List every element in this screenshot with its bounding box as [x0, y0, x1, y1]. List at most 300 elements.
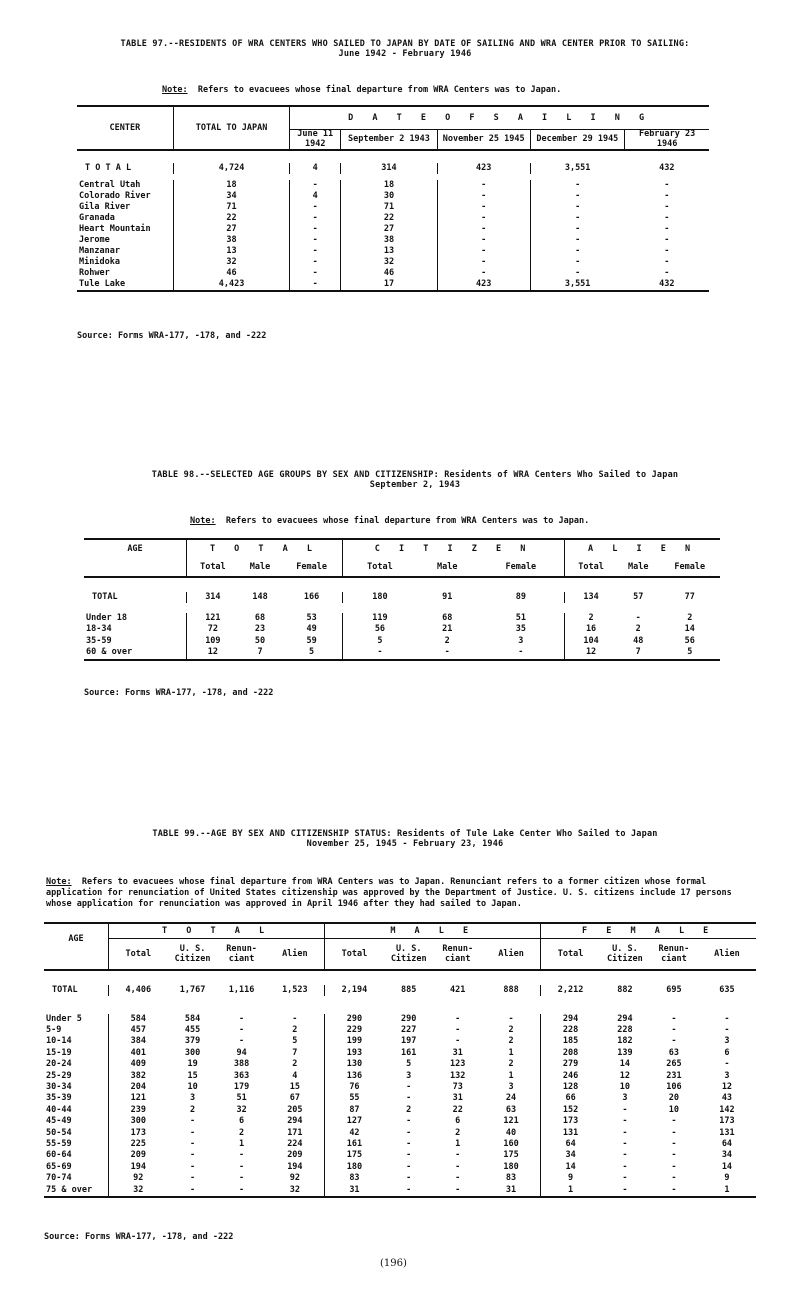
table99-subcol: Total — [125, 948, 152, 959]
table-cell: - — [406, 1161, 412, 1172]
table-cell: - — [290, 257, 341, 268]
table-cell: - — [455, 1013, 461, 1024]
table-cell: - — [437, 191, 530, 202]
table-cell: 300 — [130, 1116, 146, 1127]
table99-note-text: Refers to evacuees whose final departure from WRA Centers was to Japan. Renunciant refers to a former citizen whose formal application for renunciation of United States citizenship was approved by the Department of Justice. U. S. citizens include 17 persons whose application for renunciation was approved in April 1946 after they had sailed to Japan. — [46, 877, 732, 909]
table98-subcol: Male — [249, 561, 271, 572]
table99-title-line1: TABLE 99.--AGE BY SEX AND CITIZENSHIP STATUS: Residents of Tule Lake Center Who Sailed to Japan — [152, 829, 658, 839]
table-row — [44, 1139, 756, 1150]
table97-note-text: Refers to evacuees whose final departure from WRA Centers was to Japan. — [197, 85, 562, 95]
table-cell: 455 — [184, 1025, 201, 1035]
table-cell: 127 — [346, 1116, 363, 1127]
table-cell: 227 — [401, 1025, 417, 1035]
row-label: Under 18 — [84, 613, 187, 625]
table-cell: 3,551 — [530, 279, 625, 291]
table-cell: - — [622, 1139, 628, 1150]
table-cell: 12 — [721, 1082, 733, 1093]
table98-subcol: Male — [436, 561, 458, 572]
table98-title-line1: TABLE 98.--SELECTED AGE GROUPS BY SEX AND CITIZENSHIP: Residents of WRA Centers Who Sailed to Japan — [151, 470, 679, 480]
table-cell: - — [671, 1036, 677, 1047]
table-cell: 32 — [266, 1185, 325, 1197]
table98 — [84, 538, 720, 661]
table-cell: 209 — [266, 1150, 325, 1161]
table-cell: - — [239, 1161, 245, 1172]
table97-date-col: June 11 1942 — [290, 130, 341, 151]
table-cell: 31 — [325, 1185, 384, 1197]
table99-source: Source: Forms WRA-177, -178, and -222 — [44, 1232, 234, 1242]
table-cell: 171 — [266, 1128, 325, 1139]
table-cell: - — [664, 179, 670, 190]
table-cell: - — [622, 1116, 628, 1127]
table-cell: 457 — [130, 1025, 146, 1035]
table-cell: - — [384, 1185, 434, 1197]
table-cell: - — [664, 256, 670, 267]
table-cell: - — [190, 1139, 196, 1150]
table-cell: 10 — [619, 1082, 631, 1093]
table-cell: 134 — [583, 592, 599, 602]
table-cell: 2 — [266, 1025, 325, 1036]
table-cell: 294 — [562, 1013, 579, 1024]
table98-group: T O T A L — [187, 539, 343, 558]
table99-subcol: U. S. Citizen — [390, 944, 427, 964]
table-cell: 64 — [565, 1139, 576, 1150]
table-cell: - — [437, 235, 530, 246]
table-cell: - — [671, 1013, 677, 1024]
table-row — [44, 1059, 756, 1070]
table-cell: - — [437, 180, 530, 191]
table-cell: 50 — [254, 635, 266, 646]
table98-subcol: Female — [478, 558, 565, 577]
table-cell: 32 — [341, 257, 438, 268]
row-label: 45-49 — [44, 1116, 109, 1127]
table99-subcol: U. S. Citizen — [606, 944, 643, 964]
table-cell: 16 — [585, 624, 597, 635]
table98-source: Source: Forms WRA-177, -178, and -222 — [84, 688, 274, 698]
table-cell: - — [622, 1104, 628, 1115]
table-cell: 180 — [372, 592, 388, 602]
table-cell: 139 — [617, 1047, 633, 1058]
table-cell: - — [622, 1161, 628, 1172]
table-cell: 173 — [719, 1116, 735, 1127]
table98-subcol: Female — [281, 558, 342, 577]
table-cell: 228 — [617, 1025, 633, 1035]
table-cell: 161 — [346, 1139, 363, 1150]
table-cell: 152 — [562, 1104, 579, 1115]
table-cell: 1 — [698, 1185, 756, 1197]
table-cell: - — [437, 213, 530, 224]
table-cell: 43 — [721, 1093, 733, 1104]
table-cell: - — [664, 223, 670, 234]
table-cell: - — [455, 1025, 461, 1035]
table-cell: 148 — [252, 592, 268, 602]
table-cell: - — [290, 213, 341, 224]
table-row — [44, 1071, 756, 1082]
table-row — [77, 257, 709, 268]
table98-subcol: Male — [628, 561, 649, 572]
table-cell: - — [218, 1185, 266, 1197]
table-cell: 290 — [401, 1013, 417, 1024]
table-cell: 24 — [482, 1093, 541, 1104]
table-cell: 204 — [130, 1082, 146, 1093]
table99-col-age: AGE — [44, 923, 109, 970]
table-cell: 185 — [562, 1036, 579, 1047]
table99-subcol: Alien — [714, 948, 740, 959]
table-cell: 38 — [173, 235, 290, 246]
table-cell: - — [406, 1150, 412, 1161]
table-cell: 294 — [266, 1116, 325, 1127]
table-cell: 9 — [724, 1173, 730, 1184]
table-cell: - — [455, 1036, 461, 1047]
table-row — [84, 624, 720, 636]
table-cell: - — [406, 1116, 412, 1127]
table97 — [77, 105, 709, 292]
table-row — [77, 235, 709, 246]
table-cell: - — [664, 190, 670, 201]
spacer-row — [84, 577, 720, 592]
row-label: 35-39 — [44, 1093, 109, 1104]
table-cell: 409 — [130, 1059, 146, 1070]
row-label: 18-34 — [84, 624, 187, 636]
table-cell: - — [575, 267, 581, 278]
spacer-row — [77, 150, 709, 163]
table-cell: 142 — [719, 1104, 735, 1115]
table-cell: 314 — [205, 592, 221, 602]
table-cell: - — [575, 179, 581, 190]
table97-title-line2: June 1942 - February 1946 — [338, 49, 472, 59]
table-cell: 57 — [633, 592, 644, 602]
table-cell: 32 — [109, 1185, 168, 1197]
table-cell: - — [290, 224, 341, 235]
table-cell: - — [290, 268, 341, 279]
table97-title-line1: TABLE 97.--RESIDENTS OF WRA CENTERS WHO SAILED TO JAPAN BY DATE OF SAILING AND WRA CENTER PRIOR TO SAILING: — [120, 39, 690, 49]
row-label: TOTAL — [44, 985, 109, 996]
table-cell: 73 — [452, 1082, 463, 1093]
table-cell: 3 — [190, 1093, 196, 1104]
table-cell: - — [266, 1014, 325, 1025]
table99-subcol: Total — [341, 948, 368, 959]
table-cell: 56 — [684, 635, 695, 646]
table-cell: - — [671, 1173, 677, 1184]
table-cell: 1,116 — [228, 985, 255, 995]
table-cell: - — [724, 1013, 730, 1024]
table98-subcol: Total — [200, 561, 226, 572]
table-cell: - — [650, 1185, 698, 1197]
table-cell: 205 — [266, 1105, 325, 1116]
row-label: 60-64 — [44, 1150, 109, 1161]
table-cell: 1 — [482, 1048, 541, 1059]
table-cell: 224 — [266, 1139, 325, 1150]
table-cell: 71 — [341, 202, 438, 213]
table-cell: - — [437, 257, 530, 268]
table-cell: 7 — [266, 1048, 325, 1059]
table-cell: 34 — [565, 1150, 576, 1161]
table99-title-line2: November 25, 1945 - February 23, 1946 — [306, 839, 504, 849]
table-cell: 3 — [482, 1082, 541, 1093]
table-cell: 166 — [281, 592, 342, 603]
row-label: Colorado River — [77, 191, 173, 202]
table-cell: - — [575, 201, 581, 212]
table-row — [77, 246, 709, 257]
table-cell: 131 — [719, 1127, 735, 1138]
table99-subcol: U. S. Citizen — [174, 944, 211, 964]
table-cell: 2 — [266, 1059, 325, 1070]
table-cell: 119 — [372, 612, 388, 623]
table97-date-col: November 25 1945 — [437, 130, 530, 151]
table-cell: - — [434, 1185, 482, 1197]
table99-subcol: Total — [557, 948, 584, 959]
table-cell: 294 — [617, 1013, 633, 1024]
table99-group: F E M A L E — [541, 923, 756, 939]
table-cell: 199 — [346, 1036, 363, 1047]
table97-col-total: TOTAL TO JAPAN — [173, 106, 290, 150]
table-cell: 432 — [625, 279, 709, 291]
table97-col-group: D A T E O F S A I L I N G — [290, 106, 709, 130]
table-row — [77, 268, 709, 279]
table-cell: 225 — [130, 1139, 146, 1150]
table-row — [77, 180, 709, 191]
table-cell: 23 — [254, 624, 266, 635]
table-cell: 2 — [239, 1127, 245, 1138]
table-cell: 1 — [482, 1071, 541, 1082]
table-cell: 388 — [233, 1059, 250, 1070]
table-cell: - — [290, 202, 341, 213]
table-cell: - — [190, 1173, 196, 1184]
total-row — [77, 163, 709, 174]
table-cell: 180 — [346, 1161, 363, 1172]
row-label: 30-34 — [44, 1082, 109, 1093]
table-cell: 888 — [482, 985, 541, 996]
table-cell: - — [671, 1116, 677, 1127]
table-row — [44, 1116, 756, 1127]
table99-note — [46, 877, 756, 910]
table-cell: 32 — [173, 257, 290, 268]
table-cell: 197 — [401, 1036, 417, 1047]
table-cell: 228 — [562, 1025, 579, 1035]
table-row — [44, 1025, 756, 1036]
table-row — [84, 647, 720, 660]
table99-subcol: Renun-ciant — [226, 944, 257, 964]
table-cell: 2 — [444, 635, 450, 646]
table-cell: 72 — [207, 624, 218, 635]
table-cell: 83 — [349, 1173, 360, 1184]
table97-col-center: CENTER — [77, 106, 173, 150]
table-cell: 3 — [478, 636, 565, 648]
table-row — [77, 202, 709, 213]
table-cell: 32 — [236, 1104, 247, 1115]
table-cell: 194 — [266, 1162, 325, 1173]
table-cell: 68 — [254, 612, 266, 623]
table-row — [44, 1105, 756, 1116]
table-cell: 314 — [341, 163, 438, 174]
table-cell: 136 — [346, 1070, 363, 1081]
table-cell: 22 — [452, 1104, 463, 1115]
table-cell: 48 — [633, 635, 644, 646]
table97-date-col: September 2 1943 — [341, 130, 438, 151]
table-cell: - — [664, 201, 670, 212]
table-cell: - — [664, 234, 670, 245]
table-cell: - — [342, 647, 416, 660]
table-cell: 3 — [724, 1036, 730, 1047]
row-label: 60 & over — [84, 647, 187, 660]
table-cell: 20 — [668, 1093, 680, 1104]
table-cell: 2 — [406, 1104, 412, 1115]
table-cell: - — [575, 245, 581, 256]
table-cell: 382 — [130, 1070, 146, 1081]
table-cell: 2 — [482, 1059, 541, 1070]
table-cell: 173 — [130, 1127, 146, 1138]
table-cell: 4 — [266, 1071, 325, 1082]
table-cell: 66 — [565, 1093, 576, 1104]
table-cell: 3,551 — [564, 163, 591, 173]
table-cell: 14 — [619, 1059, 631, 1070]
table-cell: 34 — [721, 1150, 733, 1161]
table-row — [44, 1036, 756, 1047]
row-label: Minidoka — [77, 257, 173, 268]
table-cell: - — [671, 1127, 677, 1138]
row-label: 20-24 — [44, 1059, 109, 1070]
table-cell: 40 — [482, 1128, 541, 1139]
table-cell: 584 — [184, 1013, 201, 1024]
table-row — [77, 279, 709, 291]
table99-subcol: Renun-ciant — [442, 944, 474, 964]
table-row — [44, 1185, 756, 1197]
table-cell: 67 — [266, 1093, 325, 1104]
table-cell: - — [455, 1161, 461, 1172]
table99-note-label: Note: — [46, 877, 72, 887]
table-cell: 94 — [236, 1047, 247, 1058]
table-cell: 51 — [236, 1093, 247, 1104]
table-cell: 1 — [541, 1185, 600, 1197]
row-label: Tule Lake — [77, 279, 173, 291]
table-cell: 7 — [239, 647, 282, 660]
table-cell: - — [406, 1093, 412, 1104]
table-cell: 4,423 — [173, 279, 290, 291]
table-cell: - — [622, 1150, 628, 1161]
row-label: T O T A L — [77, 163, 173, 174]
table-cell: 379 — [184, 1036, 201, 1047]
table-cell: 279 — [562, 1059, 579, 1070]
table-cell: - — [406, 1139, 412, 1150]
table-cell: 5 — [377, 635, 383, 646]
table-cell: 175 — [482, 1150, 541, 1161]
table-cell: - — [239, 1173, 245, 1184]
table-cell: 31 — [482, 1185, 541, 1197]
table-cell: - — [575, 190, 581, 201]
row-label: 50-54 — [44, 1128, 109, 1139]
table-cell: 56 — [374, 624, 386, 635]
row-label: Central Utah — [77, 180, 173, 191]
row-label: Heart Mountain — [77, 224, 173, 235]
table-cell: 15 — [266, 1082, 325, 1093]
table-row — [44, 1093, 756, 1104]
table-cell: - — [190, 1150, 196, 1161]
table-cell: 63 — [668, 1047, 680, 1058]
table98-col-age: AGE — [84, 539, 187, 577]
table-cell: - — [239, 1036, 245, 1047]
table-cell: 239 — [130, 1104, 146, 1115]
row-label: 75 & over — [44, 1185, 109, 1197]
table-cell: - — [664, 245, 670, 256]
table-row — [44, 1150, 756, 1161]
table-cell: 401 — [130, 1047, 146, 1058]
table-cell: 109 — [205, 635, 221, 646]
row-label: 70-74 — [44, 1173, 109, 1184]
table-cell: 63 — [482, 1105, 541, 1116]
table-cell: 384 — [130, 1036, 146, 1047]
table97-date-col: February 23 1946 — [638, 129, 696, 149]
spacer-row — [44, 996, 756, 1014]
row-label: 40-44 — [44, 1105, 109, 1116]
table-cell: - — [671, 1139, 677, 1150]
table-cell: - — [406, 1127, 412, 1138]
spacer-row — [84, 603, 720, 613]
row-label: 15-19 — [44, 1048, 109, 1059]
table-cell: 423 — [437, 163, 530, 174]
table-cell: 2 — [482, 1025, 541, 1036]
table98-subcol: Total — [367, 561, 393, 572]
table-cell: 9 — [568, 1173, 574, 1184]
table98-note-text: Refers to evacuees whose final departure from WRA Centers was to Japan. — [225, 516, 590, 526]
row-label: 35-59 — [84, 636, 187, 648]
table98-group: C I T I Z E N — [342, 539, 564, 558]
table-cell: 121 — [205, 612, 221, 623]
table-cell: - — [239, 1013, 245, 1024]
table-row — [44, 1162, 756, 1173]
row-label: TOTAL — [84, 592, 187, 603]
table-cell: 55 — [349, 1093, 360, 1104]
table99-group: M A L E — [325, 923, 541, 939]
table-cell: 2,212 — [557, 985, 584, 995]
table-cell: - — [190, 1116, 196, 1127]
table99-subcol: Renun-ciant — [658, 944, 690, 964]
table-row — [77, 191, 709, 202]
table-cell: 13 — [341, 246, 438, 257]
table-cell: 2 — [190, 1104, 196, 1115]
table-cell: 53 — [281, 613, 342, 625]
table-cell: 13 — [173, 246, 290, 257]
table-cell: 2,194 — [341, 985, 368, 995]
table-cell: 695 — [666, 985, 682, 995]
table97-note — [162, 85, 561, 95]
table-cell: 92 — [266, 1173, 325, 1184]
table-cell: 5 — [281, 647, 342, 660]
table99-title — [60, 829, 750, 849]
row-label: 25-29 — [44, 1071, 109, 1082]
table-cell: - — [290, 246, 341, 257]
table-cell: 123 — [450, 1059, 466, 1070]
row-label: 5-9 — [44, 1025, 109, 1036]
table-cell: - — [437, 268, 530, 279]
table-cell: 14 — [721, 1161, 733, 1172]
table-cell: 89 — [478, 592, 565, 603]
table-cell: 5 — [266, 1036, 325, 1047]
table-cell: 246 — [562, 1070, 579, 1081]
table-cell: - — [635, 612, 641, 623]
table-cell: 1,523 — [266, 985, 325, 996]
table-cell: - — [437, 246, 530, 257]
table-cell: 30 — [341, 191, 438, 202]
table-cell: - — [671, 1150, 677, 1161]
row-label: Rohwer — [77, 268, 173, 279]
table98-title — [60, 470, 770, 490]
table-cell: 421 — [450, 985, 466, 995]
table-cell: - — [290, 235, 341, 246]
table-cell: 2 — [687, 612, 693, 623]
table-cell: - — [724, 1025, 730, 1035]
table-cell: 6 — [239, 1116, 245, 1127]
table-cell: - — [406, 1173, 412, 1184]
table-row — [44, 1082, 756, 1093]
